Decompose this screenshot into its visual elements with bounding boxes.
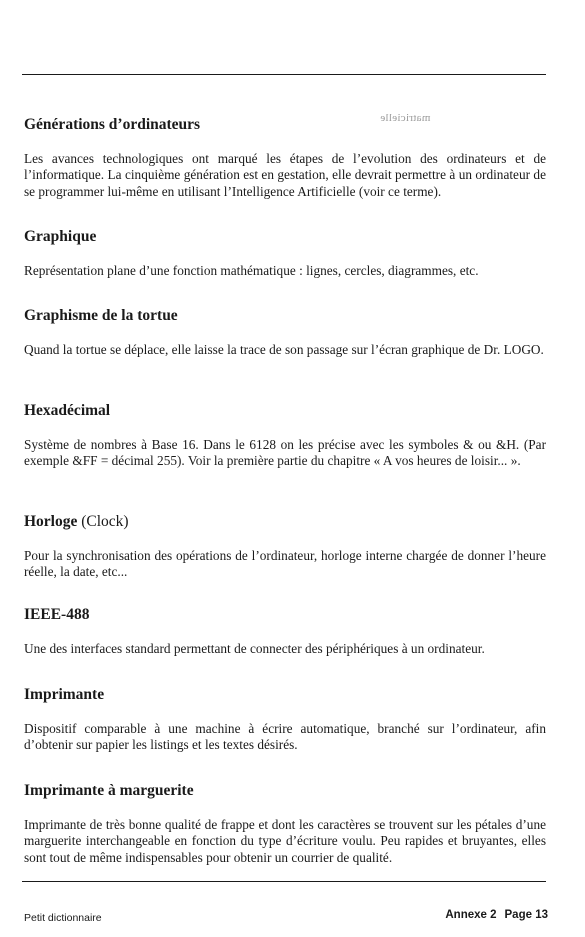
entry-horloge (24, 513, 546, 581)
footer-book-title: Petit dictionnaire (24, 912, 102, 924)
entry-term: Imprimante (24, 686, 105, 703)
bleed-through-word: matricielle (380, 112, 431, 124)
entry-definition: Dispositif comparable à une machine à écrire automatique, branché sur l’ordinateur, afin d’obtenir sur papier les listings et les textes désirés. (24, 721, 546, 753)
entry-generations (24, 116, 546, 200)
entry-term: Graphique (24, 228, 97, 245)
entry-term: IEEE-488 (24, 606, 90, 623)
entry-ieee-488 (24, 606, 546, 657)
entry-graphique (24, 228, 546, 279)
entry-term-main: Horloge (24, 513, 78, 530)
footer-page-number: Page 13 (504, 909, 548, 921)
entry-definition: Représentation plane d’une fonction mathématique : lignes, cercles, diagrammes, etc. (24, 263, 479, 278)
entry-hexadecimal (24, 402, 546, 470)
bottom-rule (22, 881, 546, 882)
top-rule (22, 74, 546, 75)
entry-imprimante-marguerite (24, 782, 546, 866)
entry-term-paren: (Clock) (81, 513, 129, 530)
entry-term: Générations d’ordinateurs (24, 116, 201, 133)
entry-definition: Les avances technologiques ont marqué les étapes de l’evolution des ordinateurs et de l’informatique. La cinquième génération est en gestation, elle devrait permettre à un ordinateur de se programmer lui-même en utilisant l’Intelligence Artificielle (voir ce terme). (24, 151, 546, 199)
entry-term: Imprimante à marguerite (24, 782, 194, 799)
entry-definition: Une des interfaces standard permettant de connecter des périphériques à un ordinateur. (24, 641, 485, 656)
entry-definition: Quand la tortue se déplace, elle laisse la trace de son passage sur l’écran graphique de Dr. LOGO. (24, 342, 544, 357)
entry-term: Graphisme de la tortue (24, 307, 178, 324)
entry-definition: Pour la synchronisation des opérations de l’ordinateur, horloge interne chargée de donner l’heure réelle, la date, etc... (24, 548, 546, 580)
entry-term (24, 513, 546, 531)
entry-graphisme-tortue (24, 307, 546, 358)
entry-definition: Imprimante de très bonne qualité de frappe et dont les caractères se trouvent sur les pétales d’une marguerite interchangeable en fonction du type d’écriture voulu. Peu rapides et bruyantes, elles sont tout de même indispensables pour obtenir un courrier de qualité. (24, 817, 546, 865)
entry-imprimante (24, 686, 546, 754)
entry-definition: Système de nombres à Base 16. Dans le 6128 on les précise avec les symboles & ou &H. (Par exemple &FF = décimal 255). Voir la première partie du chapitre « A vos heures de loisir... ». (24, 437, 546, 469)
entry-term: Hexadécimal (24, 402, 111, 419)
footer-annexe: Annexe 2 (445, 909, 497, 921)
footer-page-info (445, 909, 548, 921)
